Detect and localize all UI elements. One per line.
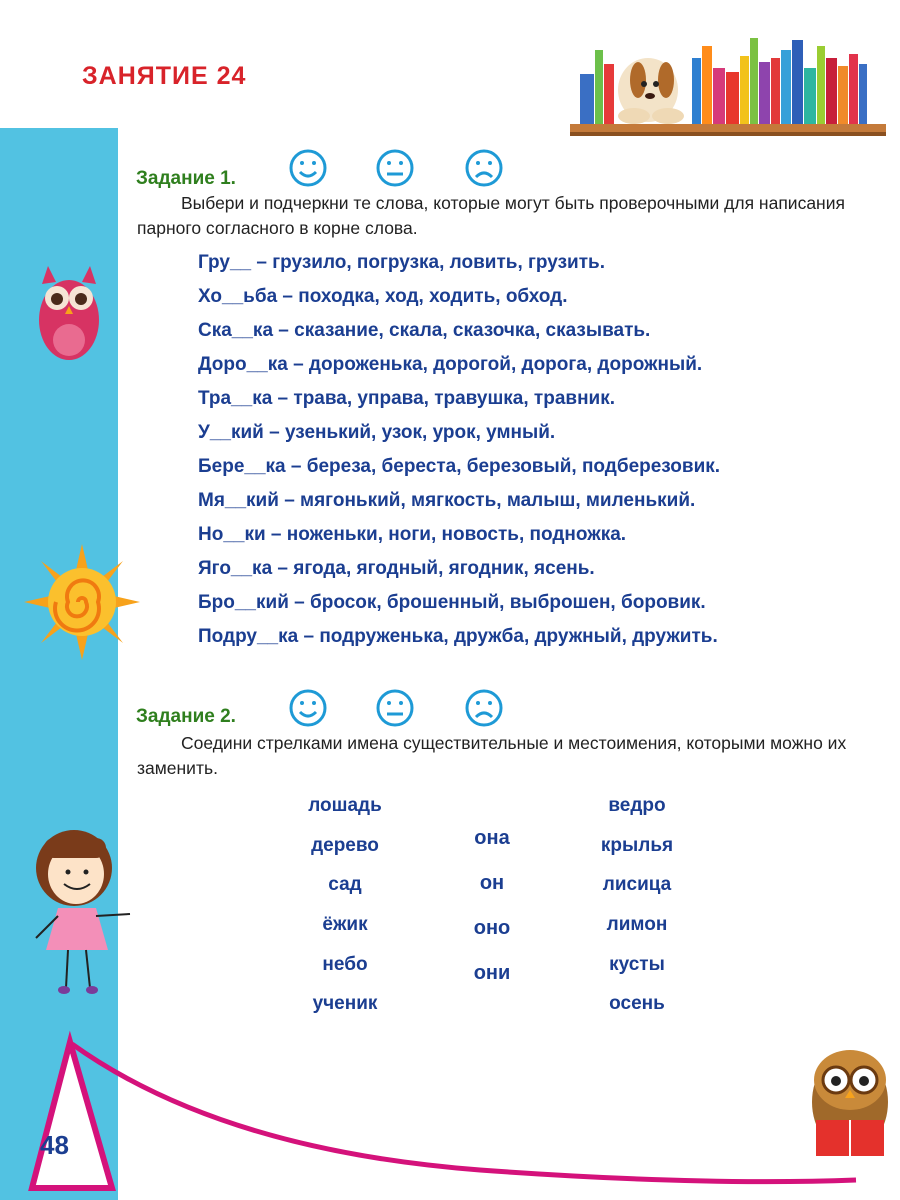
task1-instruction: Выбери и подчеркни те слова, которые могут быть проверочными для написания парного согласного в корне слова. (137, 193, 845, 238)
task2-label: Задание 2. (136, 706, 236, 727)
pronoun[interactable]: она (474, 827, 510, 849)
exercise-line: Хо__ьба – походка, ход, ходить, обход. (198, 286, 568, 307)
exercise-line: Гру__ – грузило, погрузка, ловить, грузить. (198, 252, 605, 273)
lesson-title: ЗАНЯТИЕ 24 (82, 62, 247, 90)
exercise-line: Доро__ка – дороженька, дорогой, дорога, дорожный. (198, 354, 703, 375)
noun-left[interactable]: ёжик (322, 914, 368, 935)
noun-right[interactable]: крылья (600, 835, 674, 856)
task2-instruction: Соедини стрелками имена существительные и местоимения, которыми можно их заменить. (137, 733, 847, 778)
pronoun[interactable]: он (479, 872, 505, 894)
girl-figure (30, 828, 140, 1000)
exercise-line: Подру__ка – подруженька, дружба, дружный, дружить. (198, 626, 718, 647)
exercise-line: У__кий – узенький, узок, урок, умный. (198, 422, 556, 443)
sad-face-icon[interactable] (464, 688, 504, 728)
exercise-line: Мя__кий – мягонький, мягкость, малыш, миленький. (198, 490, 696, 511)
pronoun[interactable]: они (473, 962, 511, 984)
noun-left[interactable]: лошадь (308, 795, 382, 816)
bookshelf-illustration (568, 28, 888, 138)
pronoun[interactable]: оно (473, 917, 511, 939)
noun-left[interactable]: сад (328, 874, 362, 895)
neutral-face-icon[interactable] (375, 688, 415, 728)
task1-label: Задание 1. (136, 168, 236, 189)
exercise-line: Тра__ка – трава, управа, травушка, травник. (198, 388, 616, 409)
exercise-line: Бере__ка – береза, береста, березовый, подберезовик. (198, 456, 721, 477)
page-number: 48 (40, 1130, 69, 1160)
sad-face-icon[interactable] (464, 148, 504, 188)
exercise-line: Яго__ка – ягода, ягодный, ягодник, ясень. (198, 558, 595, 579)
noun-right[interactable]: лисица (602, 874, 672, 895)
owl-icon (34, 262, 104, 366)
decorative-triangle (0, 1030, 900, 1200)
noun-right[interactable]: кусты (609, 954, 665, 975)
exercise-line: Но__ки – ноженьки, ноги, новость, подножка. (198, 524, 627, 545)
exercise-line: Ска__ка – сказание, скала, сказочка, сказывать. (198, 320, 651, 341)
reading-owl-icon (804, 1040, 896, 1166)
exercise-line: Бро__кий – бросок, брошенный, выброшен, боровик. (198, 592, 706, 613)
noun-right[interactable]: лимон (606, 914, 668, 935)
smiley-face-icon[interactable] (288, 148, 328, 188)
smiley-face-icon[interactable] (288, 688, 328, 728)
noun-right[interactable]: осень (609, 993, 665, 1014)
sun-icon (24, 544, 140, 660)
noun-left[interactable]: дерево (311, 835, 379, 856)
noun-left[interactable]: небо (322, 954, 368, 975)
noun-left[interactable]: ученик (312, 993, 378, 1014)
neutral-face-icon[interactable] (375, 148, 415, 188)
noun-right[interactable]: ведро (608, 795, 666, 816)
